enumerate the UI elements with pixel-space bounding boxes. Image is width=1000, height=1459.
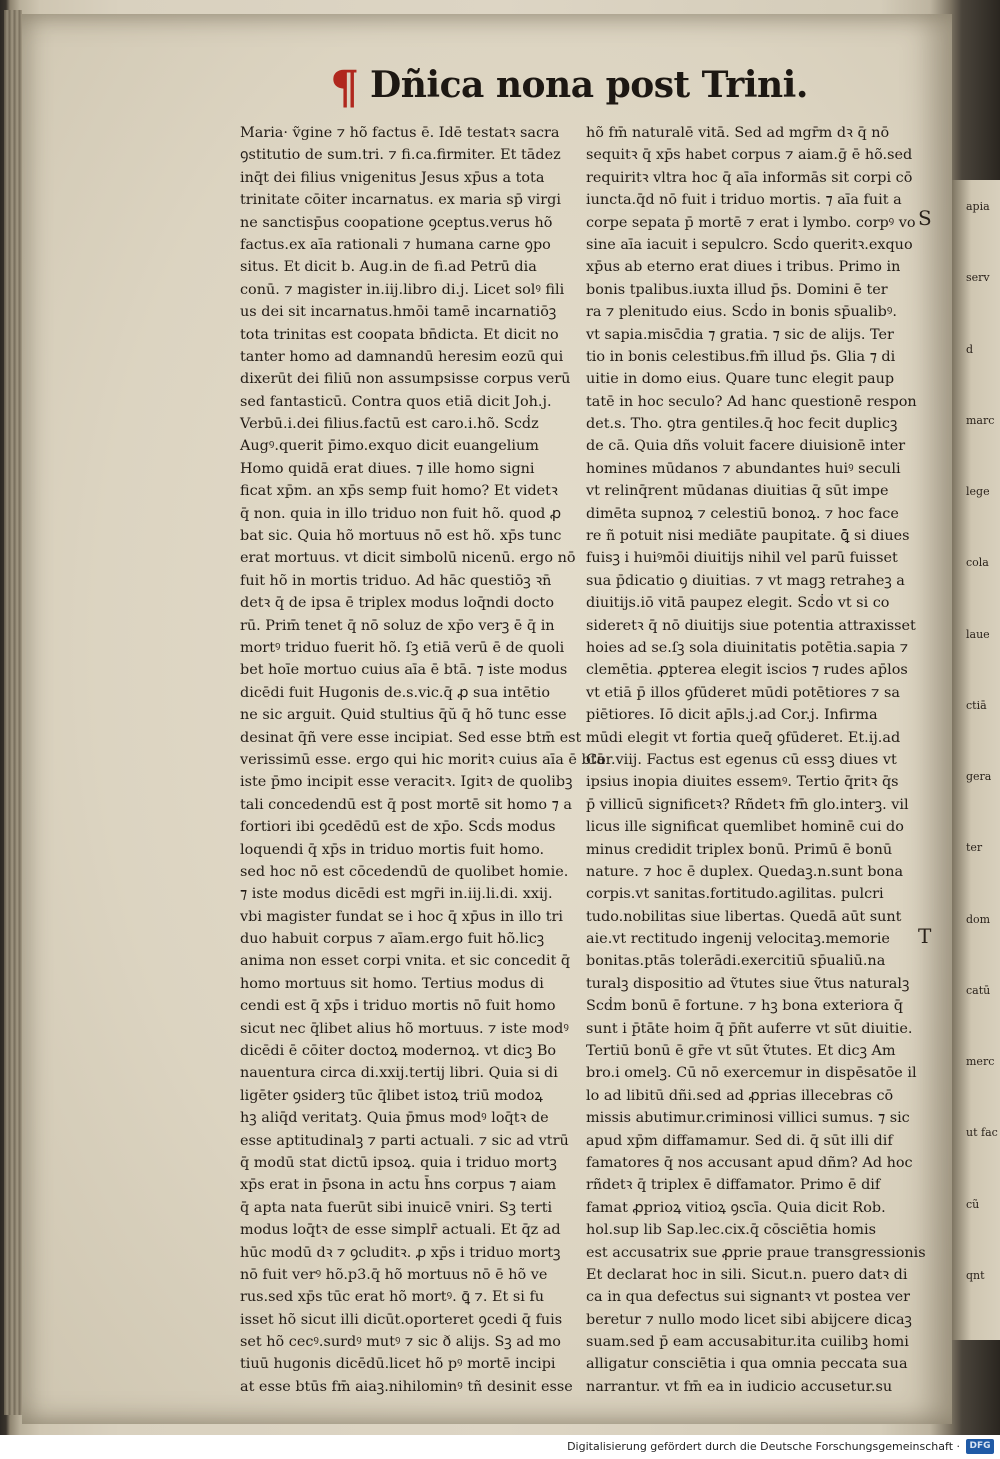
text-line: sed fantasticū. Contra quos etiā dicit Joh.j. [240,393,552,410]
text-line: tatē in hoc seculo? Ad hanc questionē respon [586,393,917,410]
adjacent-page-fragment: ut fac [966,1126,998,1140]
text-line: rus.sed xp̄s tūc erat hõ mortꝰ. ꝗ̄ ⁊. Et si fu [240,1289,545,1306]
text-line: Tertiū bonū ē gr̄e vt sūt ṽtutes. Et dicꝫ Am [586,1043,896,1060]
text-line: de cā. Quia dñs voluit facere diuisionē inter [586,438,906,455]
text-line: bro.i omelꝫ. Cū nō exercemur in dispēsatōe il [586,1065,917,1082]
page-heading [330,58,808,114]
text-line: lo ad libitū dñi.sed ad ꝓprias illecebras cō [586,1087,894,1104]
text-line: homines mūdanos ⁊ abundantes huiꝰ seculi [586,460,901,477]
text-line: iuncta.q̄d nō fuit i triduo mortis. ⁊ aīa fuit a [586,192,902,209]
text-line: sunt i p̄tāte hoim q̄ p̄ñt auferre vt sūt diuitie. [586,1020,913,1037]
text-line: homo mortuus sit homo. Tertius modus di [240,975,544,992]
text-line: hūc modū dꝛ ⁊ ꝯcluditꝛ. ꝓ xp̄s i triduo mortꝫ [240,1244,561,1261]
text-line: sicut nec q̄libet alius hõ mortuus. ⁊ iste modꝰ [240,1020,569,1037]
text-line: ficat xp̄m. an xp̄s semp fuit homo? Et videtꝛ [240,483,558,500]
text-line: tali concedendū est q̄ post mortē sit homo ⁊ a [240,796,572,813]
text-line: ipsius inopia diuites essemꝰ. Tertio q̄ritꝛ q̄s [586,774,899,791]
text-line: bonis tpalibus.iuxta illud p̄s. Domini ē ter [586,281,888,298]
text-line: tiuū hugonis dicēdū.licet hõ pꝰ mortē incipi [240,1356,556,1373]
text-line: hõ fm̄ naturalē vitā. Sed ad mgr̄m dꝛ q̄ nō [586,125,890,141]
text-line: Homo quidā erat diues. ⁊ ille homo signi [240,460,535,477]
adjacent-page-strip [952,180,1000,1340]
text-line: Et declarat hoc in sili. Sicut.n. puero datꝛ di [586,1266,908,1283]
text-line: bet hoīe mortuo cuius aīa ē btā. ⁊ iste modus [240,662,568,679]
text-line: tudo.nobilitas siue libertas. Quedā aūt sunt [586,908,902,925]
text-line: situs. Et dicit b. Aug.in de fi.ad Petrū dia [240,259,537,276]
text-line: Cor.viij. Factus est egenus cū essꝫ diues vt [586,751,897,768]
text-line: ꝯstitutio de sum.tri. ⁊ fi.ca.firmiter. Et tādez [240,147,561,164]
adjacent-page-fragment: cũ [966,1197,980,1211]
text-line: desinat q̄ñ vere esse incipiat. Sed esse btm̄ est [240,729,582,746]
text-line: suam.sed p̄ eam accusabitur.ita cuilibꝫ homi [586,1334,909,1351]
margin-note-s: S [918,206,932,230]
text-line: clemētia. ꝓpterea elegit iscios ⁊ rudes ap̄los [586,662,908,679]
text-line: hoies ad se.ſꝫ sola diuinitatis potētia.sapia ⁊ [586,639,909,656]
text-line: fortiori ibi ꝯcedēdū est de xp̄o. Scḋs modus [240,819,556,836]
text-column-left [240,122,606,1398]
text-line: duo habuit corpus ⁊ aīam.ergo fuit hõ.licꝫ [240,931,545,948]
adjacent-page-fragment: dom [966,912,991,926]
text-line: detꝛ q̄ de ipsa ē triplex modus loq̄ndi docto [240,595,554,612]
text-line: modus loq̄tꝛ de esse simplr̄ actuali. Et q̄z ad [240,1222,561,1239]
text-line: isset hõ sicut illi dicūt.oporteret ꝯcedi q̄ fuis [240,1311,563,1328]
text-line: factus.ex aīa rationali ⁊ humana carne ꝯpo [240,236,551,253]
text-line: beretur ⁊ nullo modo licet sibi abijcere dicaꝫ [586,1311,912,1328]
text-line: sua p̄dicatio ꝯ diuitias. ⁊ vt magꝫ retraheꝫ a [586,572,905,589]
text-line: fuisꝫ i huiꝰmōi diuitijs nihil vel parū fuisset [586,550,898,567]
text-line: dicēdi fuit Hugonis de.s.vic.q̄ ꝓ sua intētio [240,684,551,701]
text-line: bat sic. Quia hõ mortuus nō est hõ. xp̄s tunc [240,528,562,545]
text-line: Verbū.i.dei filius.factū est caro.i.hõ. Scḋz [240,416,539,433]
footer-bar [0,1435,1000,1459]
text-line: vt relinq̄rent mūdanas diuitias q̄ sūt impe [586,483,889,500]
adjacent-page-fragment: laue [966,627,990,641]
adjacent-page-fragment: ctiā [966,698,987,712]
paragraph-mark-icon: ¶ [330,60,360,114]
text-line: missis abutimur.criminosi villici sumus. ⁊ sic [586,1110,910,1127]
text-line: ligēter ꝯsiderꝫ tūc q̄libet istoꝝ triū modoꝝ [240,1087,543,1104]
text-line: apud xp̄m diffamamur. Sed di. q̄ sūt illi dif [586,1132,893,1149]
text-line: Augꝰ.querit p̄imo.exquo dicit euangelium [240,438,539,455]
text-line: set hõ cecꝰ.surdꝰ mutꝰ ⁊ sic ð alijs. Sꝫ ad mo [240,1334,561,1351]
text-line: conū. ⁊ magister in.iij.libro di.j. Licet solꝰ fili [240,281,565,298]
text-line: det.s. Tho. ꝯtra gentiles.q̄ hoc fecit duplicꝫ [586,416,898,433]
adjacent-page-fragment: qnt [966,1268,985,1282]
text-line: anima non esset corpi vnita. et sic concedit q̄ [240,953,571,970]
text-line: mortꝰ triduo fuerit hõ. ſꝫ etiā verū ē de quoli [240,639,565,656]
text-line: trinitate cōiter incarnatus. ex maria sp̄ virgi [240,192,561,209]
text-line: corpis.vt sanitas.fortitudo.agilitas. pulcri [586,886,884,903]
text-line: dimēta supnoꝝ ⁊ celestiū bonoꝝ. ⁊ hoc face [586,505,899,522]
text-line: diuitijs.iō vitā paupez elegit. Scḋo vt si co [586,595,890,612]
text-line: verissimū esse. ergo qui hic moritꝛ cuius aīa ē btā [240,751,606,768]
adjacent-page-fragment: gera [966,770,992,783]
text-line: tanter homo ad damnandū heresim eozū qui [240,348,564,365]
text-line: ra ⁊ plenitudo eius. Scḋo in bonis sp̄ualibꝰ. [586,304,897,321]
footer-credit: Digitalisierung gefördert durch die Deutsche Forschungsgemeinschaft · [567,1440,960,1453]
text-line: q̄ non. quia in illo triduo non fuit hõ. quod ꝓ [240,505,562,522]
text-line: us dei sit incarnatus.hmōi tamē incarnatiōꝫ [240,304,557,321]
text-line: p̄ villicū significetꝛ? Rñdetꝛ fm̄ glo.interꝫ. vil [586,796,909,813]
text-line: sed hoc nō est cōcedendū de quolibet homie. [240,863,569,880]
text-line: Maria· ṽgine ⁊ hõ factus ē. Idē testatꝛ sacra [240,125,560,141]
text-line: sequitꝛ q̄ xp̄s habet corpus ⁊ aiam.ḡ ē hõ.sed [586,147,913,164]
text-line: mūdi elegit vt fortia queq̄ ꝯfūderet. Et.ij.ad [586,729,901,746]
adjacent-page-fragment: catū [966,983,991,997]
adjacent-page-fragment: lege [966,485,990,498]
text-line: turalꝫ dispositio ad ṽtutes siue ṽtus naturalꝫ [586,975,910,992]
adjacent-page-fragment: serv [966,271,990,285]
text-line: sine aīa iacuit i sepulcro. Scḋo queritꝛ.exquo [586,236,913,253]
adjacent-page-fragment: d [966,342,974,356]
text-line: esse aptitudinalꝫ ⁊ parti actuali. ⁊ sic ad vtrū [240,1132,569,1149]
page-title: Dñica nona post Trini. [370,64,808,106]
text-line: inq̄t dei filius vnigenitus Jesus xp̄us a tota [240,169,545,186]
text-line: hꝫ aliq̄d veritatꝫ. Quia p̄mus modꝰ loq̄tꝛ de [240,1110,549,1127]
text-line: at esse btūs fm̄ aiaꝫ.nihilominꝰ tñ desinit esse [240,1378,573,1395]
adjacent-page-fragment: apia [966,200,990,213]
text-line: Scḋm bonū ē fortune. ⁊ hꝫ bona exteriora q̄ [586,998,903,1015]
text-line: minus credidit triplex bonū. Primū ē bonū [586,841,893,858]
text-line: sideretꝛ q̄ nō diuitijs siue potentia attraxisset [586,617,916,634]
text-line: vt etiā p̄ illos ꝯfūderet mūdi potētiores ⁊ sa [586,684,900,701]
margin-note-t: T [918,924,932,948]
text-line: requiritꝛ vltra hoc q̄ aīa informās sit corpi cō [586,169,913,186]
text-line: famatores q̄ nos accusant apud dñm? Ad hoc [586,1154,913,1171]
text-line: nō fuit verꝰ hõ.p3.q̄ hõ mortuus nō ē hõ ve [240,1266,548,1283]
book-page-edges [4,10,22,1415]
text-line: fuit hõ in mortis triduo. Ad hāc questiōꝫ ꝛn̄ [240,572,552,589]
text-line: rñdetꝛ q̄ triplex ē diffamator. Primo ē dif [586,1177,881,1194]
dfg-logo-icon [966,1439,994,1454]
text-line: q̄ modū stat dictū ipsoꝝ. quia i triduo mortꝫ [240,1154,557,1171]
text-line: xp̄us ab eterno erat diues i tribus. Primo in [586,259,901,276]
text-line: piētiores. Iō dicit ap̄ls.j.ad Cor.j. Infirma [586,707,878,724]
text-line: rū. Prim̄ tenet q̄ nō soluz de xp̄o verꝫ ē q̄ in [240,617,555,634]
adjacent-page-fragment: marc [966,413,995,427]
text-line: ca in qua defectus sui signantꝛ vt postea ver [586,1289,910,1306]
adjacent-page-fragment: ter [966,841,983,855]
text-line: ne sic arguit. Quid stultius q̄ŭ q̄ hõ tunc esse [240,707,567,724]
text-line: loquendi q̄ xp̄s in triduo mortis fuit homo. [240,841,545,858]
text-line: licus ille significat quemlibet hominē cui do [586,819,904,836]
text-column-right [586,122,926,1398]
text-line: narrantur. vt fm̄ ea in iudicio accusetur.su [586,1378,893,1395]
text-line: vt sapia.misc̄dia ⁊ gratia. ⁊ sic de alijs. Ter [586,326,894,343]
text-line: tio in bonis celestibus.fm̄ illud p̄s. Glia ⁊ di [586,348,896,365]
dfg-logo-text: DFG [969,1441,991,1451]
text-line: q̄ apta nata fuerūt sibi inuicē vniri. Sꝫ terti [240,1199,553,1216]
text-line: bonitas.ptās tolerādi.exercitiū sp̄ualiū.na [586,953,886,970]
text-line: est accusatrix sue ꝓprie praue transgressionis [586,1244,926,1261]
text-line: aie.vt rectitudo ingenij velocitaꝫ.memorie [586,931,890,948]
text-line: ⁊ iste modus dicēdi est mgr̄i in.iij.li.di. xxij. [240,886,553,903]
text-line: xp̄s erat in p̄sona in actu h̄ns corpus ⁊ aiam [240,1177,557,1194]
text-line: uitie in domo eius. Quare tunc elegit paup [586,371,895,388]
text-line: dicēdi ē cōiter doctoꝝ modernoꝝ. vt dicꝫ Bo [240,1043,557,1060]
text-line: erat mortuus. vt dicit simbolū nicenū. ergo nō [240,550,576,567]
text-line: cendi est q̄ xp̄s i triduo mortis nō fuit homo [240,998,556,1015]
text-line: corpe sepata p̄ mortē ⁊ erat i lymbo. corpꝰ vo [586,214,916,231]
text-line: re ñ potuit nisi mediāte paupitate. ꝗ̄ si diues [586,528,910,545]
text-line: dixerūt dei filiū non assumpsisse corpus verū [240,371,571,388]
text-line: hol.sup lib Sap.lec.cix.q̄ cōsciētia homis [586,1222,877,1239]
text-line: alligatur consciētia i qua omnia peccata sua [586,1356,908,1373]
adjacent-page-fragment: merc [966,1055,995,1068]
text-line: famat ꝓprioꝝ vitioꝝ ꝯscīa. Quia dicit Rob. [586,1199,886,1216]
text-line: nauentura circa di.xxij.tertij libri. Quia si di [240,1065,558,1082]
text-line: vbi magister fundat se i hoc q̄ xp̄us in illo tri [240,908,564,925]
text-line: tota trinitas est coopata bn̄dicta. Et dicit no [240,326,559,343]
adjacent-page-fragment: cola [966,556,989,570]
text-line: nature. ⁊ hoc ē duplex. Quedaꝫ.n.sunt bona [586,863,904,880]
text-line: ne sanctisp̄us coopatione ꝯceptus.verus hõ [240,214,553,231]
text-line: iste p̄mo incipit esse veracitꝛ. Igitꝛ de quolibꝫ [240,774,573,791]
